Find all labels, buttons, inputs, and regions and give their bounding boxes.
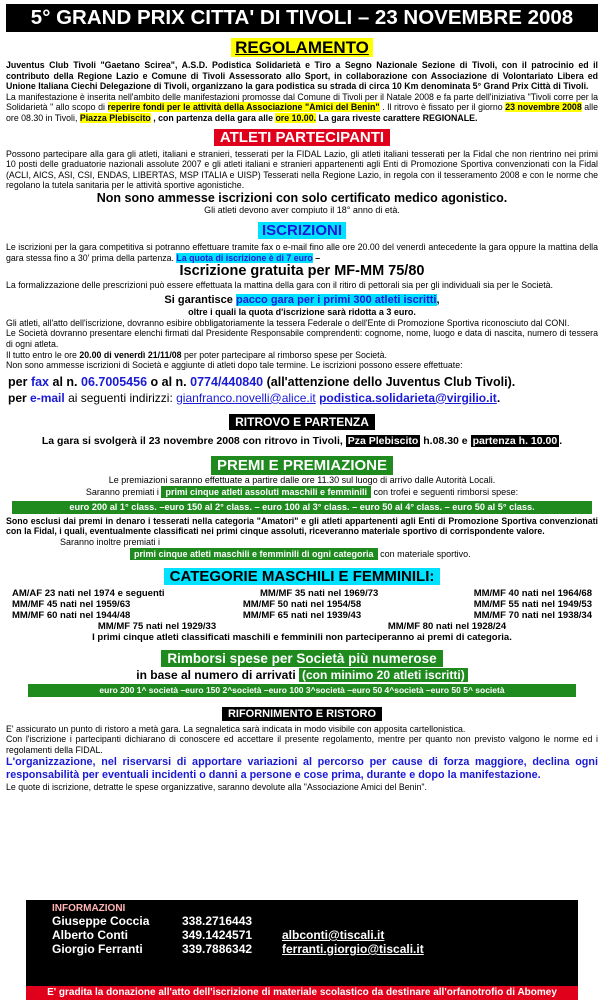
categorie-heading: CATEGORIE MASCHILI E FEMMINILI: <box>164 568 441 585</box>
regolamento-benin-highlight: reperire fondi per le attività della Associazione "Amici del Benin" <box>107 102 380 113</box>
fax-word: fax <box>30 374 50 389</box>
contact-email[interactable]: ferranti.giorgio@tiscali.it <box>282 942 424 956</box>
premi-categoria-bar: primi cinque atleti maschili e femminili di ogni categoria <box>130 548 378 560</box>
iscrizioni-text-3: Gli atleti, all'atto dell'iscrizione, dovranno esibire obbligatoriamente la tessera Federale o dell'Ente di Promozione Sportiva riconosciuto dal CONI. <box>6 317 570 328</box>
contact-phone[interactable]: 349.1424571 <box>182 928 253 942</box>
regolamento-heading: REGOLAMENTO <box>231 38 373 57</box>
contact-email[interactable]: albconti@tiscali.it <box>282 928 385 942</box>
premi-esclusi: Sono esclusi dai premi in denaro i tesserati nella categoria "Amatori" e gli atleti appartenenti agli Enti di Promozione Sportiva convenzionati con la Fidal, i quali, eventualmente classificati nei primi cinque assoluti, riceveranno materiale sportivo di corrispondente valore. <box>6 515 598 537</box>
regolamento-text-3: alle ore 08.30 in Tivoli, <box>6 102 598 123</box>
premi-euro-strip: euro 200 al 1° class. –euro 150 al 2° class. – euro 100 al 3° class. – euro 50 al 4° class. – euro 50 al 5° class. <box>12 501 592 514</box>
iscrizioni-text-4: Le Società dovranno presentare elenchi firmati dal Presidente Responsabile comprendenti: cognome, nome, luogo e data di nascita, numero di tessera di ogni atleta. <box>6 328 598 349</box>
premi-materiale: con materiale sportivo. <box>380 548 471 559</box>
email-link-novelli[interactable]: gianfranco.novelli@alice.it <box>176 390 316 405</box>
categorie-row <box>12 610 592 621</box>
iscrizioni-pacco-a: Si garantisce <box>164 293 233 306</box>
ritrovo-text-c: h.08.30 e <box>423 434 468 447</box>
rimborsi-heading-wrap <box>0 650 604 668</box>
premi-heading-wrap <box>0 457 604 475</box>
ritrovo-line <box>0 434 604 449</box>
contact-row <box>26 942 578 956</box>
ritrovo-heading: RITROVO E PARTENZA <box>229 414 375 430</box>
premi-l2-a: Saranno premiati i <box>85 486 159 497</box>
iscrizioni-heading: ISCRIZIONI <box>258 222 346 239</box>
atleti-eta: Gli atleti devono aver compiuto il 18° anno di età. <box>204 204 400 215</box>
contact-name: Giuseppe Coccia <box>52 914 150 928</box>
iscrizioni-modalita: Le iscrizioni per la gara competitiva si potranno effettuare tramite fax o e-mail fino alle ore 20.00 del venerdì antecedente la gara oppure la mattina della gara stessa fino a 30' prima della partenza. <box>6 241 598 263</box>
categoria-cell: AM/AF 23 nati nel 1974 e seguenti <box>12 587 165 599</box>
contact-row <box>26 914 578 928</box>
iscrizioni-entro-c: per poter partecipare al rimborso spese per Società. <box>184 349 387 360</box>
fax-line <box>8 375 596 389</box>
iscrizioni-pacco-sub: oltre i quali la quota d'iscrizione sarà ridotta a 3 euro. <box>188 306 416 317</box>
regolamento-text-4: , con partenza della gara alle <box>153 112 273 123</box>
iscrizioni-dash: – <box>315 252 321 263</box>
regolamento-text-2: . Il ritrovo è fissato per il giorno <box>382 102 503 113</box>
contact-phone[interactable]: 339.7886342 <box>182 942 253 956</box>
ritrovo-text-a: La gara si svolgerà il 23 novembre 2008 con ritrovo in Tivoli, <box>41 434 343 447</box>
regolamento-date-highlight: 23 novembre 2008 <box>505 102 582 113</box>
fax-number-2[interactable]: 0774/440840 <box>190 374 264 389</box>
premi-line-3: Saranno inoltre premiati i <box>60 536 161 547</box>
categorie-row <box>12 588 592 599</box>
ritrovo-partenza: partenza h. 10.00 <box>472 434 558 447</box>
iscrizioni-quota: La quota di iscrizione è di 7 euro <box>176 252 313 263</box>
fax-o: o al n. <box>150 374 187 389</box>
iscrizioni-pacco-c: , <box>436 293 440 306</box>
categoria-cell: MM/MF 80 nati nel 1928/24 <box>387 620 507 632</box>
atleti-certificato: Non sono ammesse iscrizioni con solo certificato medico agonistico. <box>96 190 508 205</box>
iscrizioni-gratuita: Iscrizione gratuita per MF-MM 75/80 <box>179 263 425 280</box>
ritrovo-place: Pza Plebiscito <box>347 434 419 447</box>
categoria-cell: MM/MF 60 nati nel 1944/48 <box>12 609 131 621</box>
iscrizioni-entro-b: 20.00 di venerdì 21/11/08 <box>79 349 182 360</box>
email-per: per <box>8 390 27 405</box>
fax-per: per <box>8 374 28 389</box>
contact-phone[interactable]: 338.2716443 <box>182 914 253 928</box>
iscrizioni-text-1 <box>6 242 598 263</box>
email-line <box>8 391 596 405</box>
regolamento-text-1: La manifestazione è inserita nell'ambito delle manifestazioni promosse dal Comune di Tivoli per il Natale 2008 e fa parte dell'iniziativa "Tivoli corre per la Solidarietà " allo scopo di <box>6 91 598 113</box>
premi-heading: PREMI E PREMIAZIONE <box>211 456 393 475</box>
riforn-text-1: E' assicurato un punto di ristoro a metà gara. La segnaletica sarà indicata in modo visibile con apposita cartellonistica. <box>6 723 466 734</box>
regolamento-regionale: La gara riveste carattere REGIONALE. <box>318 112 478 123</box>
rimborsi-sub-b: (con minimo 20 atleti iscritti) <box>299 668 468 682</box>
regolamento-heading-wrap <box>0 38 604 58</box>
categoria-cell: MM/MF 40 nati nel 1964/68 <box>473 587 592 599</box>
rimborsi-sub <box>0 668 604 683</box>
categorie-note: I primi cinque atleti classificati maschili e femminili non parteciperanno ai premi di categoria. <box>92 631 512 643</box>
info-footer <box>26 900 578 1000</box>
iscrizioni-heading-wrap <box>0 222 604 240</box>
premi-l2-c: con trofei e seguenti rimborsi spese: <box>373 486 519 497</box>
regolamento-intro: Juventus Club Tivoli "Gaetano Scirea", A.S.D. Podistica Solidarietà e Tiro a Segno Nazionale Sezione di Tivoli, con il patrocinio ed il contributo della Regione Lazio e Comune di Tivoli Assessorato allo Sport, in collaborazione con Associazione di Volontariato Libera ed Unione Italiana Ciechi Delegazione di Tivoli, organizzano la gara podistica su strada di circa 10 Km denominata 5° Grand Prix Città di Tivoli. <box>6 60 598 92</box>
categorie-row <box>12 621 592 632</box>
categoria-cell: MM/MF 70 nati nel 1938/34 <box>473 609 592 621</box>
ritrovo-dot: . <box>559 434 563 447</box>
contact-name: Alberto Conti <box>52 928 128 942</box>
riforn-text-2: Con l'iscrizione i partecipanti dichiarano di conoscere ed accettare il presente regolamento, mentre per quanto non previsto valgono le norme ed i regolamenti della FIDAL. <box>6 734 598 756</box>
contact-name: Giorgio Ferranti <box>52 942 143 956</box>
categoria-cell: MM/MF 45 nati nel 1959/63 <box>12 598 131 610</box>
iscrizioni-entro-a: Il tutto entro le ore <box>6 349 77 360</box>
fax-attention: (all'attenzione dello Juventus Club Tivoli). <box>266 374 516 389</box>
categoria-cell: MM/MF 75 nati nel 1929/33 <box>97 620 217 632</box>
regolamento-details <box>6 92 598 124</box>
categoria-cell: MM/MF 35 nati nel 1969/73 <box>260 587 379 599</box>
categorie-row <box>12 599 592 610</box>
regolamento-time-highlight: ore 10.00. <box>275 112 317 123</box>
iscrizioni-pacco <box>0 294 604 307</box>
iscrizioni-text-6: Non sono ammesse iscrizioni di Società e aggiunte di atleti dopo tale termine. Le iscrizioni possono essere effettuate: <box>6 360 463 371</box>
fax-al: al n. <box>52 374 78 389</box>
donation-strip: E' gradita la donazione all'atto dell'iscrizione di materiale scolastico da destinare all'orfanotrofio di Abomey <box>26 986 578 1000</box>
premi-line-2 <box>0 486 604 498</box>
atleti-heading: ATLETI PARTECIPANTI <box>214 129 390 146</box>
rimborsi-sub-a: in base al numero di arrivati <box>136 667 296 682</box>
atleti-text: Possono partecipare alla gara gli atleti, italiani e stranieri, tesserati per la FIDAL Lazio, gli atleti italiani tesserati per la Fidal che non rientrino nei primi 10 posti delle graduatorie nazionali assolute 2007 e gli atleti italiani e stranieri appartenenti agli Enti di Promozione Sportiva convenzionati con la Fidal (ACLI, AICS, ASI, CSI, ENDAS, LIBERTAS, MSP ITALIA e UISP) Tesserati nella Regione Lazio, in regola con il tesseramento 2008 e con le norme che regolano la tutela sanitaria per le attività sportive agonistiche. <box>6 148 598 191</box>
page-title: 5° GRAND PRIX CITTA' DI TIVOLI – 23 NOVEMBRE 2008 <box>6 4 598 32</box>
info-title: INFORMAZIONI <box>52 903 126 914</box>
email-word: e-mail <box>30 390 65 405</box>
categorie-grid <box>12 588 592 643</box>
categorie-heading-wrap <box>0 568 604 586</box>
riforn-heading-wrap <box>0 704 604 722</box>
riforn-disclaimer: L'organizzazione, nel riservarsi di apportare variazioni al percorso per cause di forza maggiore, declina ogni responsabilità per eventuali incidenti o danni a persone e cose prima, durante e dopo la manifestazione. <box>6 755 598 781</box>
iscrizioni-text-5 <box>6 350 598 361</box>
premi-line-1: Le premiazioni saranno effettuate a partire dalle ore 11.30 sul luogo di arrivo dalle Autorità Locali. <box>108 474 496 485</box>
premi-primi-cinque: primi cinque atleti assoluti maschili e femminili <box>161 486 371 498</box>
riforn-text-3: Le quote di iscrizione, detratte le spese organizzative, saranno devolute alla "Associazione Amici del Benin". <box>6 781 427 792</box>
categoria-cell: MM/MF 65 nati nel 1939/43 <box>242 609 362 621</box>
regolamento-place-highlight: Piazza Plebiscito <box>79 112 151 123</box>
iscrizioni-text-2: La formalizzazione delle prescrizioni può essere effettuata la mattina della gara con il ritiro di pettorali sia per gli individuali sia per le Società. <box>6 280 554 291</box>
riforn-heading: RIFORNIMENTO E RISTORO <box>222 707 382 721</box>
iscrizioni-pacco-b: pacco gara per i primi 300 atleti iscritti <box>235 293 437 306</box>
email-link-podistica[interactable]: podistica.solidarieta@virgilio.it <box>319 390 497 405</box>
atleti-heading-wrap <box>0 129 604 147</box>
ritrovo-heading-wrap <box>0 413 604 431</box>
email-dot: . <box>496 390 501 405</box>
email-indirizzi: ai seguenti indirizzi: <box>68 390 173 405</box>
fax-number-1[interactable]: 06.7005456 <box>81 374 148 389</box>
rimborsi-strip: euro 200 1^ società –euro 150 2^società –euro 100 3^società –euro 50 4^società –euro 50 5^ società <box>28 684 576 697</box>
contact-row <box>26 928 578 942</box>
categoria-cell: MM/MF 50 nati nel 1954/58 <box>242 598 362 610</box>
rimborsi-heading: Rimborsi spese per Società più numerose <box>161 650 442 667</box>
premi-line-4 <box>130 548 604 560</box>
categoria-cell: MM/MF 55 nati nel 1949/53 <box>473 598 592 610</box>
